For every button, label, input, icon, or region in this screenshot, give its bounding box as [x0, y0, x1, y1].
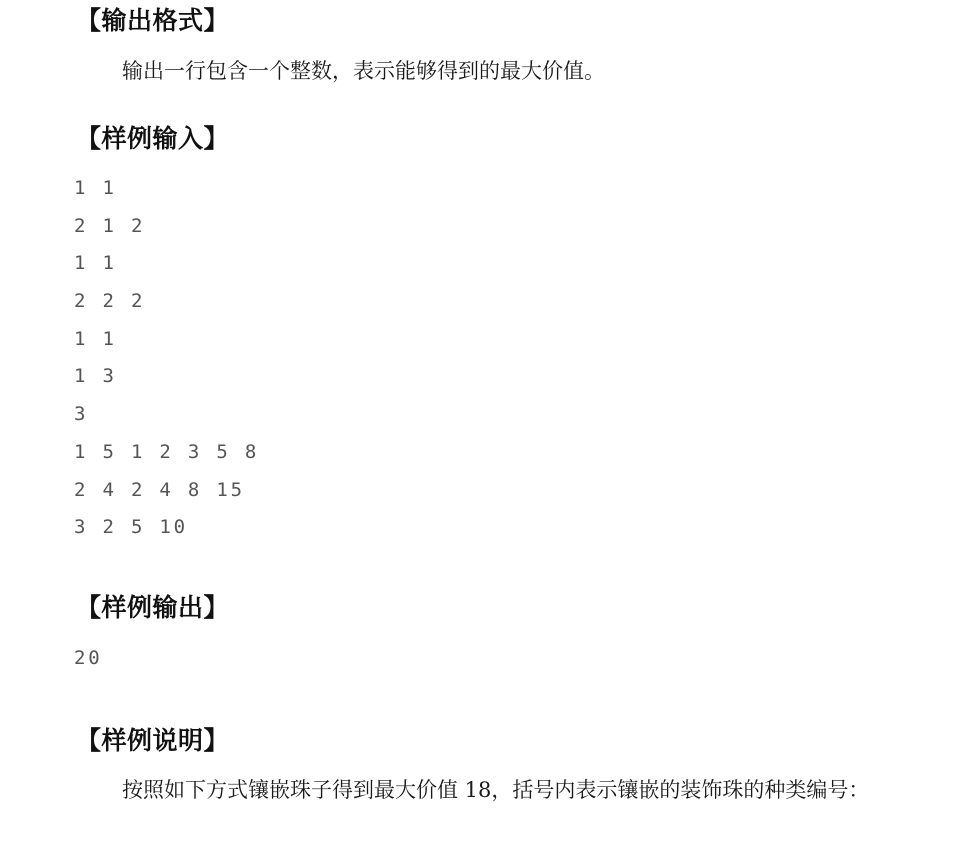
sample-input-block	[74, 170, 259, 547]
output-format-heading: 【输出格式】	[76, 6, 230, 35]
sample-input-line: 1 3	[74, 365, 117, 388]
output-format-text: 输出一行包含一个整数，表示能够得到的最大价值。	[122, 59, 605, 83]
sample-input-line: 3	[74, 403, 89, 426]
sample-explanation-heading: 【样例说明】	[76, 726, 230, 755]
sample-input-line: 1 1	[74, 327, 117, 350]
sample-input-line: 1 1	[74, 177, 117, 199]
sample-output-heading: 【样例输出】	[76, 593, 230, 622]
sample-input-heading: 【样例输入】	[76, 124, 230, 153]
sample-input-line: 2 1 2	[74, 214, 146, 237]
sample-output-block	[74, 640, 102, 678]
sample-input-line: 2 4 2 4 8 15	[74, 478, 245, 501]
sample-input-line: 2 2 2	[74, 290, 146, 313]
sample-input-line: 1 5 1 2 3 5 8	[74, 440, 260, 463]
sample-input-line: 3 2 5 10	[74, 516, 188, 539]
sample-input-line: 1 1	[74, 252, 117, 275]
sample-explanation-text: 按照如下方式镶嵌珠子得到最大价值 18，括号内表示镶嵌的装饰珠的种类编号：	[122, 778, 870, 802]
sample-output-value: 20	[74, 647, 103, 669]
